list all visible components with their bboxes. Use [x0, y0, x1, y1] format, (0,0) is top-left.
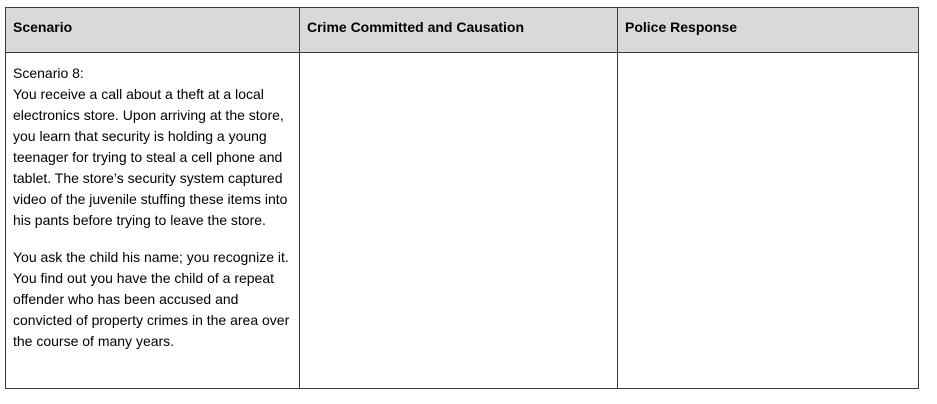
scenario-title: Scenario 8:	[13, 65, 84, 81]
crime-response-cell[interactable]	[300, 53, 618, 389]
police-response-cell[interactable]	[618, 53, 919, 389]
header-police-response: Police Response	[618, 8, 919, 53]
table-header-row	[6, 8, 919, 53]
scenario-block	[13, 63, 292, 231]
scenario-worksheet-table	[5, 7, 919, 389]
scenario-paragraph-2: You ask the child his name; you recognize it. You find out you have the child of a repeat offender who has been accused and convicted of property crimes in the area over the course of many years.	[13, 249, 290, 349]
scenario-paragraph-1: You receive a call about a theft at a local electronics store. Upon arriving at the store, you learn that security is holding a young teenager for trying to steal a cell phone and tablet. The store’s security system captured video of the juvenile stuffing these items into his pants before trying to leave the store.	[13, 86, 288, 228]
header-crime-committed: Crime Committed and Causation	[300, 8, 618, 53]
table-row	[6, 53, 919, 389]
header-scenario: Scenario	[6, 8, 300, 53]
scenario-cell	[6, 53, 300, 389]
